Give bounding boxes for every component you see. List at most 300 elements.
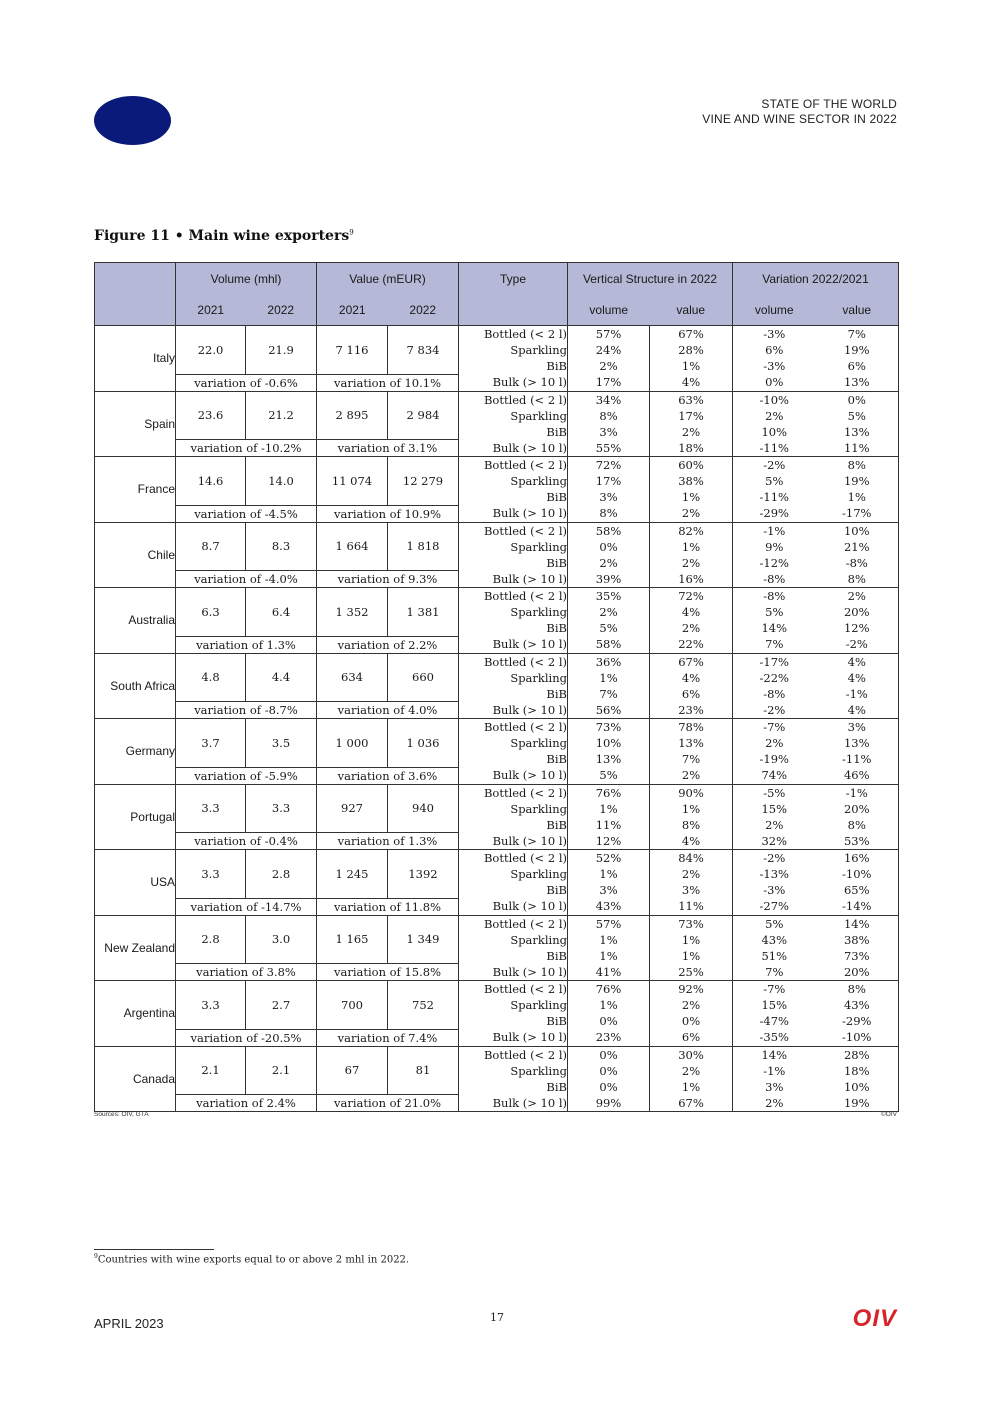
- volume-variation: variation of -14.7%: [176, 898, 317, 915]
- variation-volume: -7%: [733, 981, 816, 998]
- vertical-volume: 56%: [568, 702, 650, 719]
- variation-volume: 9%: [733, 539, 816, 555]
- figure-title: [94, 228, 354, 244]
- vertical-value: 11%: [650, 898, 733, 915]
- volume-2022: 21.2: [246, 391, 317, 440]
- vertical-volume: 1%: [599, 932, 618, 947]
- country-name: Chile: [95, 522, 176, 588]
- variation-volume: 2%: [733, 735, 816, 751]
- vertical-volume: 57%: [595, 916, 622, 931]
- wine-type: Sparkling: [459, 801, 568, 817]
- table-row: [95, 1029, 899, 1046]
- wine-type: BiB: [459, 817, 568, 833]
- volume-2022: 14.0: [246, 457, 317, 506]
- vertical-volume: 2%: [599, 605, 618, 619]
- value-2022: 1 036: [388, 719, 459, 768]
- header-line-1: STATE OF THE WORLD: [761, 97, 897, 111]
- header-volume: Volume (mhl): [176, 263, 317, 295]
- wine-type: BiB: [459, 358, 568, 374]
- vertical-volume: 52%: [595, 851, 622, 865]
- vertical-value: 78%: [650, 719, 733, 736]
- footnote-divider: [94, 1249, 214, 1250]
- vertical-value: 1%: [650, 358, 733, 374]
- figure-title-text: Figure 11 • Main wine exporters: [94, 228, 350, 244]
- variation-value: 6%: [816, 358, 899, 374]
- variation-volume: -5%: [733, 784, 816, 801]
- wine-type: Bottled (< 2 l): [459, 1046, 568, 1063]
- variation-volume: 32%: [733, 833, 816, 850]
- subheader-vol-2021: 2021: [176, 294, 246, 326]
- volume-variation: variation of -10.2%: [176, 440, 317, 457]
- variation-volume: -35%: [733, 1029, 816, 1046]
- page-number: 17: [490, 1311, 504, 1324]
- vertical-value: 1%: [650, 932, 733, 948]
- vertical-volume: 1%: [599, 948, 618, 963]
- table-row: [95, 522, 899, 539]
- vertical-volume: 1%: [599, 801, 618, 816]
- variation-value: 8%: [816, 817, 899, 833]
- subheader-vs-value: value: [650, 294, 733, 326]
- value-2022: 1 818: [388, 522, 459, 571]
- vertical-volume: 3%: [599, 883, 618, 897]
- value-2021: 11 074: [317, 457, 388, 506]
- variation-volume: 74%: [733, 767, 816, 784]
- vertical-volume: 1%: [599, 670, 618, 685]
- variation-value: 19%: [816, 1095, 899, 1112]
- variation-volume: 5%: [733, 473, 816, 489]
- wine-type: Bulk (> 10 l): [459, 440, 568, 457]
- value-2022: 940: [388, 784, 459, 833]
- table-row: [95, 374, 899, 391]
- variation-value: 10%: [816, 1079, 899, 1095]
- table-row: [95, 636, 899, 653]
- wine-type: Sparkling: [459, 539, 568, 555]
- variation-value: 5%: [816, 408, 899, 424]
- vertical-value: 23%: [650, 702, 733, 719]
- subheader-type-blank: [459, 294, 568, 326]
- wine-type: BiB: [459, 882, 568, 898]
- vertical-value: 6%: [650, 1029, 733, 1046]
- variation-value: 7%: [816, 326, 899, 343]
- country-name: South Africa: [95, 653, 176, 719]
- variation-volume: -13%: [733, 866, 816, 882]
- variation-value: 10%: [816, 522, 899, 539]
- subheader-val-2022: 2022: [388, 294, 459, 326]
- wine-type: Sparkling: [459, 997, 568, 1013]
- variation-value: 4%: [816, 653, 899, 670]
- variation-volume: -47%: [733, 1013, 816, 1029]
- variation-volume: 10%: [733, 424, 816, 440]
- vertical-volume: 0%: [599, 1047, 618, 1062]
- vertical-volume: 17%: [568, 374, 650, 391]
- value-variation: variation of 9.3%: [317, 571, 459, 588]
- variation-value: -1%: [816, 686, 899, 702]
- wine-type: BiB: [459, 948, 568, 964]
- exporters-table: [94, 262, 899, 1112]
- vertical-volume: 73%: [595, 720, 622, 734]
- vertical-value: 30%: [650, 1046, 733, 1063]
- variation-volume: 7%: [733, 964, 816, 981]
- volume-2021: 3.7: [176, 719, 246, 768]
- vertical-value: 90%: [650, 784, 733, 801]
- table-row: [95, 588, 899, 605]
- vertical-value: 16%: [650, 571, 733, 588]
- variation-volume: 14%: [733, 620, 816, 636]
- country-name: Australia: [95, 588, 176, 654]
- value-variation: variation of 10.1%: [317, 374, 459, 391]
- wine-type: BiB: [459, 555, 568, 571]
- table-row: [95, 653, 899, 670]
- variation-volume: 43%: [733, 932, 816, 948]
- variation-value: 12%: [816, 620, 899, 636]
- variation-volume: 15%: [733, 801, 816, 817]
- variation-value: 65%: [816, 882, 899, 898]
- volume-2022: 3.5: [246, 719, 317, 768]
- value-variation: variation of 3.1%: [317, 440, 459, 457]
- volume-2022: 21.9: [246, 326, 317, 375]
- volume-2021: 2.8: [176, 915, 246, 964]
- volume-variation: variation of -0.6%: [176, 374, 317, 391]
- vertical-volume: 35%: [595, 589, 622, 603]
- variation-volume: -2%: [733, 702, 816, 719]
- variation-value: 20%: [816, 801, 899, 817]
- variation-value: 43%: [816, 997, 899, 1013]
- variation-value: 8%: [816, 571, 899, 588]
- vertical-value: 82%: [650, 522, 733, 539]
- table-row: [95, 440, 899, 457]
- variation-volume: -29%: [733, 505, 816, 522]
- vertical-volume: 1%: [599, 867, 618, 881]
- variation-volume: 0%: [733, 374, 816, 391]
- vertical-volume: 12%: [568, 833, 650, 850]
- vertical-volume: 36%: [595, 654, 622, 669]
- variation-volume: -3%: [733, 326, 816, 343]
- vertical-volume: 0%: [599, 539, 618, 554]
- volume-variation: variation of -0.4%: [176, 833, 317, 850]
- variation-value: 21%: [816, 539, 899, 555]
- table-row: [95, 915, 899, 932]
- wine-type: BiB: [459, 424, 568, 440]
- vertical-value: 28%: [650, 342, 733, 358]
- value-variation: variation of 4.0%: [317, 702, 459, 719]
- vertical-value: 84%: [650, 850, 733, 867]
- variation-value: 2%: [816, 588, 899, 605]
- volume-variation: variation of -20.5%: [176, 1029, 317, 1046]
- wine-type: BiB: [459, 686, 568, 702]
- vertical-volume: 2%: [599, 359, 618, 373]
- volume-2022: 4.4: [246, 653, 317, 702]
- volume-2022: 2.7: [246, 981, 317, 1030]
- volume-variation: variation of -4.0%: [176, 571, 317, 588]
- wine-type: Bottled (< 2 l): [459, 653, 568, 670]
- variation-volume: -27%: [733, 898, 816, 915]
- volume-2021: 14.6: [176, 457, 246, 506]
- variation-volume: -10%: [733, 391, 816, 408]
- value-variation: variation of 1.3%: [317, 833, 459, 850]
- wine-type: Sparkling: [459, 473, 568, 489]
- table-row: [95, 391, 899, 408]
- wine-type: Bottled (< 2 l): [459, 457, 568, 474]
- vertical-value: 72%: [650, 588, 733, 605]
- vertical-volume: 13%: [595, 752, 622, 766]
- vertical-value: 2%: [650, 555, 733, 571]
- volume-2021: 2.1: [176, 1046, 246, 1095]
- vertical-volume: 5%: [599, 621, 618, 635]
- volume-2022: 3.0: [246, 915, 317, 964]
- variation-volume: -11%: [733, 489, 816, 505]
- vertical-value: 2%: [650, 424, 733, 440]
- variation-volume: -2%: [733, 850, 816, 867]
- wine-type: Bulk (> 10 l): [459, 374, 568, 391]
- value-variation: variation of 3.6%: [317, 767, 459, 784]
- vertical-value: 7%: [650, 751, 733, 767]
- vertical-volume: 43%: [568, 898, 650, 915]
- value-variation: variation of 15.8%: [317, 964, 459, 981]
- volume-variation: variation of -8.7%: [176, 702, 317, 719]
- volume-2021: 4.8: [176, 653, 246, 702]
- vertical-volume: 76%: [595, 785, 622, 800]
- variation-volume: -2%: [733, 457, 816, 474]
- value-2022: 81: [388, 1046, 459, 1095]
- volume-2022: 2.1: [246, 1046, 317, 1095]
- variation-value: 4%: [816, 670, 899, 686]
- variation-volume: 2%: [733, 817, 816, 833]
- table-row: [95, 850, 899, 867]
- vertical-volume: 99%: [568, 1095, 650, 1112]
- vertical-value: 4%: [650, 374, 733, 391]
- vertical-volume: 24%: [595, 343, 622, 357]
- variation-value: -29%: [816, 1013, 899, 1029]
- vertical-value: 1%: [650, 539, 733, 555]
- exporters-table-body: [95, 326, 899, 1112]
- value-variation: variation of 11.8%: [317, 898, 459, 915]
- sources-note: Sources: OIV, GTA: [94, 1111, 149, 1118]
- vertical-value: 63%: [650, 391, 733, 408]
- country-name: Spain: [95, 391, 176, 457]
- variation-value: 53%: [816, 833, 899, 850]
- variation-value: 28%: [816, 1046, 899, 1063]
- variation-volume: 5%: [733, 604, 816, 620]
- vertical-value: 2%: [650, 505, 733, 522]
- variation-volume: -7%: [733, 719, 816, 736]
- vertical-volume: 76%: [595, 982, 622, 996]
- vertical-volume: 7%: [599, 686, 618, 701]
- variation-volume: 51%: [733, 948, 816, 964]
- value-2021: 7 116: [317, 326, 388, 375]
- vertical-volume: 8%: [568, 505, 650, 522]
- vertical-volume: 5%: [568, 767, 650, 784]
- vertical-volume: 1%: [599, 998, 618, 1012]
- wine-type: Bottled (< 2 l): [459, 326, 568, 343]
- variation-value: 38%: [816, 932, 899, 948]
- vertical-volume: 41%: [568, 964, 650, 981]
- volume-2021: 3.3: [176, 981, 246, 1030]
- variation-value: 73%: [816, 948, 899, 964]
- volume-2021: 22.0: [176, 326, 246, 375]
- table-row: [95, 505, 899, 522]
- country-name: France: [95, 457, 176, 523]
- subheader-blank: [95, 294, 176, 326]
- table-row: [95, 702, 899, 719]
- value-2022: 12 279: [388, 457, 459, 506]
- vertical-value: 2%: [650, 1063, 733, 1079]
- value-2022: 7 834: [388, 326, 459, 375]
- variation-volume: -11%: [733, 440, 816, 457]
- wine-type: Bottled (< 2 l): [459, 522, 568, 539]
- volume-variation: variation of 1.3%: [176, 636, 317, 653]
- wine-type: Bulk (> 10 l): [459, 898, 568, 915]
- vertical-volume: 11%: [595, 817, 622, 832]
- table-row: [95, 571, 899, 588]
- header-line-2: VINE AND WINE SECTOR IN 2022: [702, 112, 897, 126]
- variation-volume: -3%: [733, 358, 816, 374]
- value-2021: 634: [317, 653, 388, 702]
- variation-volume: -12%: [733, 555, 816, 571]
- value-2021: 927: [317, 784, 388, 833]
- wine-type: Bulk (> 10 l): [459, 1029, 568, 1046]
- variation-value: 19%: [816, 342, 899, 358]
- vertical-value: 38%: [650, 473, 733, 489]
- value-variation: variation of 21.0%: [317, 1095, 459, 1112]
- vertical-value: 67%: [650, 653, 733, 670]
- vertical-volume: 58%: [568, 636, 650, 653]
- value-2022: 1 381: [388, 588, 459, 637]
- subheader-vs-volume: volume: [568, 294, 650, 326]
- variation-volume: -22%: [733, 670, 816, 686]
- variation-value: 16%: [816, 850, 899, 867]
- vertical-value: 2%: [650, 620, 733, 636]
- variation-volume: -1%: [733, 1063, 816, 1079]
- vertical-value: 3%: [650, 882, 733, 898]
- table-row: [95, 719, 899, 736]
- vertical-volume: 34%: [595, 392, 622, 407]
- wine-type: Bulk (> 10 l): [459, 964, 568, 981]
- wine-type: BiB: [459, 1079, 568, 1095]
- vertical-volume: 3%: [599, 424, 618, 439]
- header-type: Type: [459, 263, 568, 295]
- wine-type: Bulk (> 10 l): [459, 833, 568, 850]
- wine-type: Sparkling: [459, 1063, 568, 1079]
- wine-type: Bulk (> 10 l): [459, 636, 568, 653]
- variation-volume: -8%: [733, 571, 816, 588]
- wine-type: BiB: [459, 751, 568, 767]
- table-row: [95, 833, 899, 850]
- value-2021: 1 664: [317, 522, 388, 571]
- header-country-blank: [95, 263, 176, 295]
- table-row: [95, 1046, 899, 1063]
- volume-variation: variation of -4.5%: [176, 505, 317, 522]
- table-row: [95, 1095, 899, 1112]
- wine-type: Sparkling: [459, 866, 568, 882]
- report-logo-ellipse: [94, 96, 171, 145]
- volume-2021: 6.3: [176, 588, 246, 637]
- country-name: Canada: [95, 1046, 176, 1112]
- header-variation: Variation 2022/2021: [733, 263, 899, 295]
- vertical-value: 1%: [650, 948, 733, 964]
- volume-2021: 8.7: [176, 522, 246, 571]
- wine-type: BiB: [459, 489, 568, 505]
- variation-volume: 3%: [733, 1079, 816, 1095]
- value-variation: variation of 2.2%: [317, 636, 459, 653]
- country-name: Argentina: [95, 981, 176, 1047]
- vertical-volume: 0%: [599, 1063, 618, 1078]
- vertical-value: 4%: [650, 833, 733, 850]
- variation-value: -14%: [816, 898, 899, 915]
- variation-volume: -17%: [733, 653, 816, 670]
- value-2022: 2 984: [388, 391, 459, 440]
- vertical-value: 25%: [650, 964, 733, 981]
- variation-value: 20%: [816, 964, 899, 981]
- wine-type: Sparkling: [459, 604, 568, 620]
- volume-2022: 3.3: [246, 784, 317, 833]
- vertical-value: 2%: [650, 767, 733, 784]
- variation-value: 8%: [816, 457, 899, 474]
- variation-value: -11%: [816, 751, 899, 767]
- variation-volume: 5%: [733, 915, 816, 932]
- vertical-value: 60%: [650, 457, 733, 474]
- variation-value: 18%: [816, 1063, 899, 1079]
- wine-type: Sparkling: [459, 932, 568, 948]
- vertical-value: 4%: [650, 670, 733, 686]
- variation-value: 11%: [816, 440, 899, 457]
- variation-volume: -3%: [733, 882, 816, 898]
- vertical-volume: 39%: [568, 571, 650, 588]
- variation-value: 4%: [816, 702, 899, 719]
- variation-volume: 2%: [733, 408, 816, 424]
- wine-type: Bottled (< 2 l): [459, 784, 568, 801]
- table-row: [95, 898, 899, 915]
- country-name: Portugal: [95, 784, 176, 850]
- wine-type: Bottled (< 2 l): [459, 915, 568, 932]
- vertical-value: 22%: [650, 636, 733, 653]
- variation-value: 8%: [816, 981, 899, 998]
- vertical-value: 2%: [650, 997, 733, 1013]
- report-header-title: [702, 97, 897, 127]
- vertical-value: 18%: [650, 440, 733, 457]
- variation-value: 19%: [816, 473, 899, 489]
- table-row: [95, 457, 899, 474]
- table-row: [95, 981, 899, 998]
- variation-value: -10%: [816, 1029, 899, 1046]
- variation-value: 20%: [816, 604, 899, 620]
- value-variation: variation of 7.4%: [317, 1029, 459, 1046]
- footer-date: APRIL 2023: [94, 1316, 164, 1331]
- header-vertical-structure: Vertical Structure in 2022: [568, 263, 733, 295]
- vertical-value: 1%: [650, 489, 733, 505]
- volume-2022: 6.4: [246, 588, 317, 637]
- value-2021: 700: [317, 981, 388, 1030]
- vertical-volume: 3%: [599, 490, 618, 504]
- copyright-note: ©OIV: [881, 1111, 897, 1118]
- value-2021: 67: [317, 1046, 388, 1095]
- wine-type: BiB: [459, 620, 568, 636]
- variation-value: 0%: [816, 391, 899, 408]
- wine-type: Bottled (< 2 l): [459, 588, 568, 605]
- wine-type: Sparkling: [459, 735, 568, 751]
- variation-value: -10%: [816, 866, 899, 882]
- variation-value: -8%: [816, 555, 899, 571]
- volume-2021: 3.3: [176, 850, 246, 899]
- wine-type: Bulk (> 10 l): [459, 702, 568, 719]
- volume-2021: 23.6: [176, 391, 246, 440]
- value-2021: 1 245: [317, 850, 388, 899]
- variation-value: 13%: [816, 374, 899, 391]
- vertical-value: 4%: [650, 604, 733, 620]
- variation-volume: 14%: [733, 1046, 816, 1063]
- vertical-volume: 8%: [599, 408, 618, 423]
- volume-2022: 8.3: [246, 522, 317, 571]
- header-value: Value (mEUR): [317, 263, 459, 295]
